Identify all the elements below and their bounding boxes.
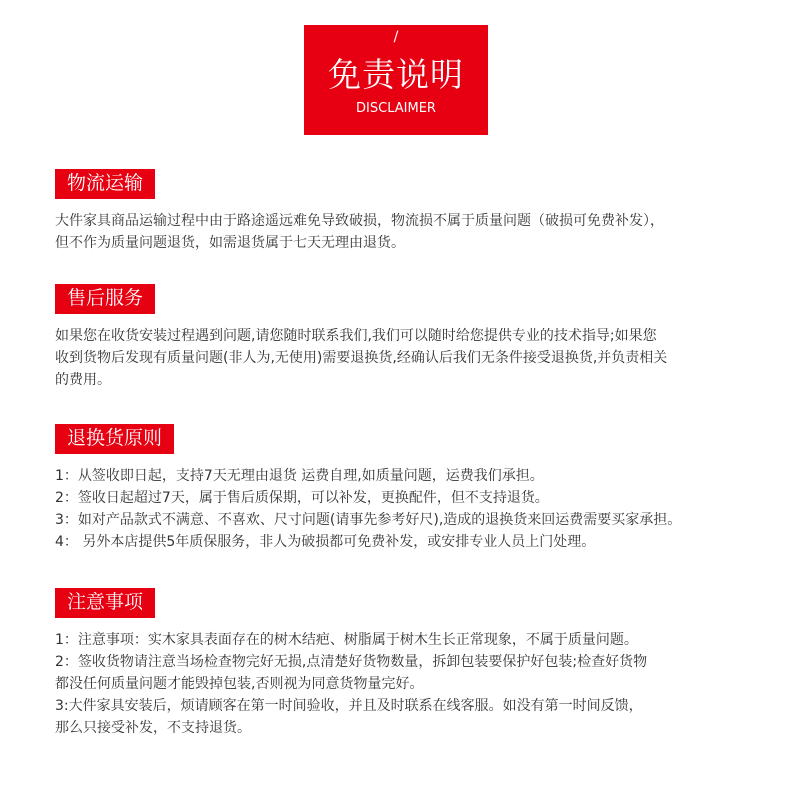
body-line: 收到货物后发现有质量问题(非人为,无使用)需要退换货,经确认后我们无条件接受退换货,并负责相关 — [55, 350, 668, 366]
body-line: 如果您在收货安装过程遇到问题,请您随时联系我们,我们可以随时给您提供专业的技术指导;如果您 — [55, 328, 657, 344]
section-body — [55, 465, 765, 553]
banner-title: 免责说明 — [328, 55, 464, 94]
section-logistics — [55, 169, 765, 254]
body-line: 的费用。 — [55, 372, 111, 388]
body-line: 1：从签收即日起，支持7天无理由退货 运费自理,如质量问题，运费我们承担。 — [55, 468, 544, 484]
body-line: 4： 另外本店提供5年质保服务，非人为破损都可免费补发，或安排专业人员上门处理。 — [55, 534, 596, 550]
section-body — [55, 210, 765, 254]
body-line: 2：签收货物请注意当场检查物完好无损,点清楚好货物数量，拆卸包装要保护好包装;检查好货物 — [55, 654, 648, 670]
section-heading: 注意事项 — [55, 588, 155, 618]
body-line: 2：签收日起超过7天，属于售后质保期，可以补发，更换配件，但不支持退货。 — [55, 490, 549, 506]
disclaimer-banner — [304, 25, 488, 135]
section-body — [55, 629, 765, 739]
body-line: 1：注意事项：实木家具表面存在的树木结疤、树脂属于树木生长正常现象，不属于质量问题。 — [55, 632, 638, 648]
section-notes — [55, 588, 765, 739]
body-line: 3:大件家具安装后，烦请顾客在第一时间验收，并且及时联系在线客服。如没有第一时间反馈， — [55, 698, 643, 714]
section-after-sales — [55, 284, 765, 391]
section-heading: 物流运输 — [55, 169, 155, 199]
section-body — [55, 325, 765, 391]
section-heading: 售后服务 — [55, 284, 155, 314]
section-return-policy — [55, 424, 765, 553]
banner-slash: / — [393, 29, 399, 45]
body-line: 但不作为质量问题退货，如需退货属于七天无理由退货。 — [55, 235, 405, 251]
section-heading: 退换货原则 — [55, 424, 174, 454]
body-line: 大件家具商品运输过程中由于路途遥远难免导致破损，物流损不属于质量问题（破损可免费补发）， — [55, 213, 664, 229]
body-line: 3：如对产品款式不满意、不喜欢、尺寸问题(请事先参考好尺),造成的退换货来回运费需要买家承担。 — [55, 512, 682, 528]
body-line: 都没任何质量问题才能毁掉包装,否则视为同意货物量完好。 — [55, 676, 424, 692]
banner-subtitle: DISCLAIMER — [356, 101, 436, 116]
body-line: 那么只接受补发，不支持退货。 — [55, 720, 251, 736]
